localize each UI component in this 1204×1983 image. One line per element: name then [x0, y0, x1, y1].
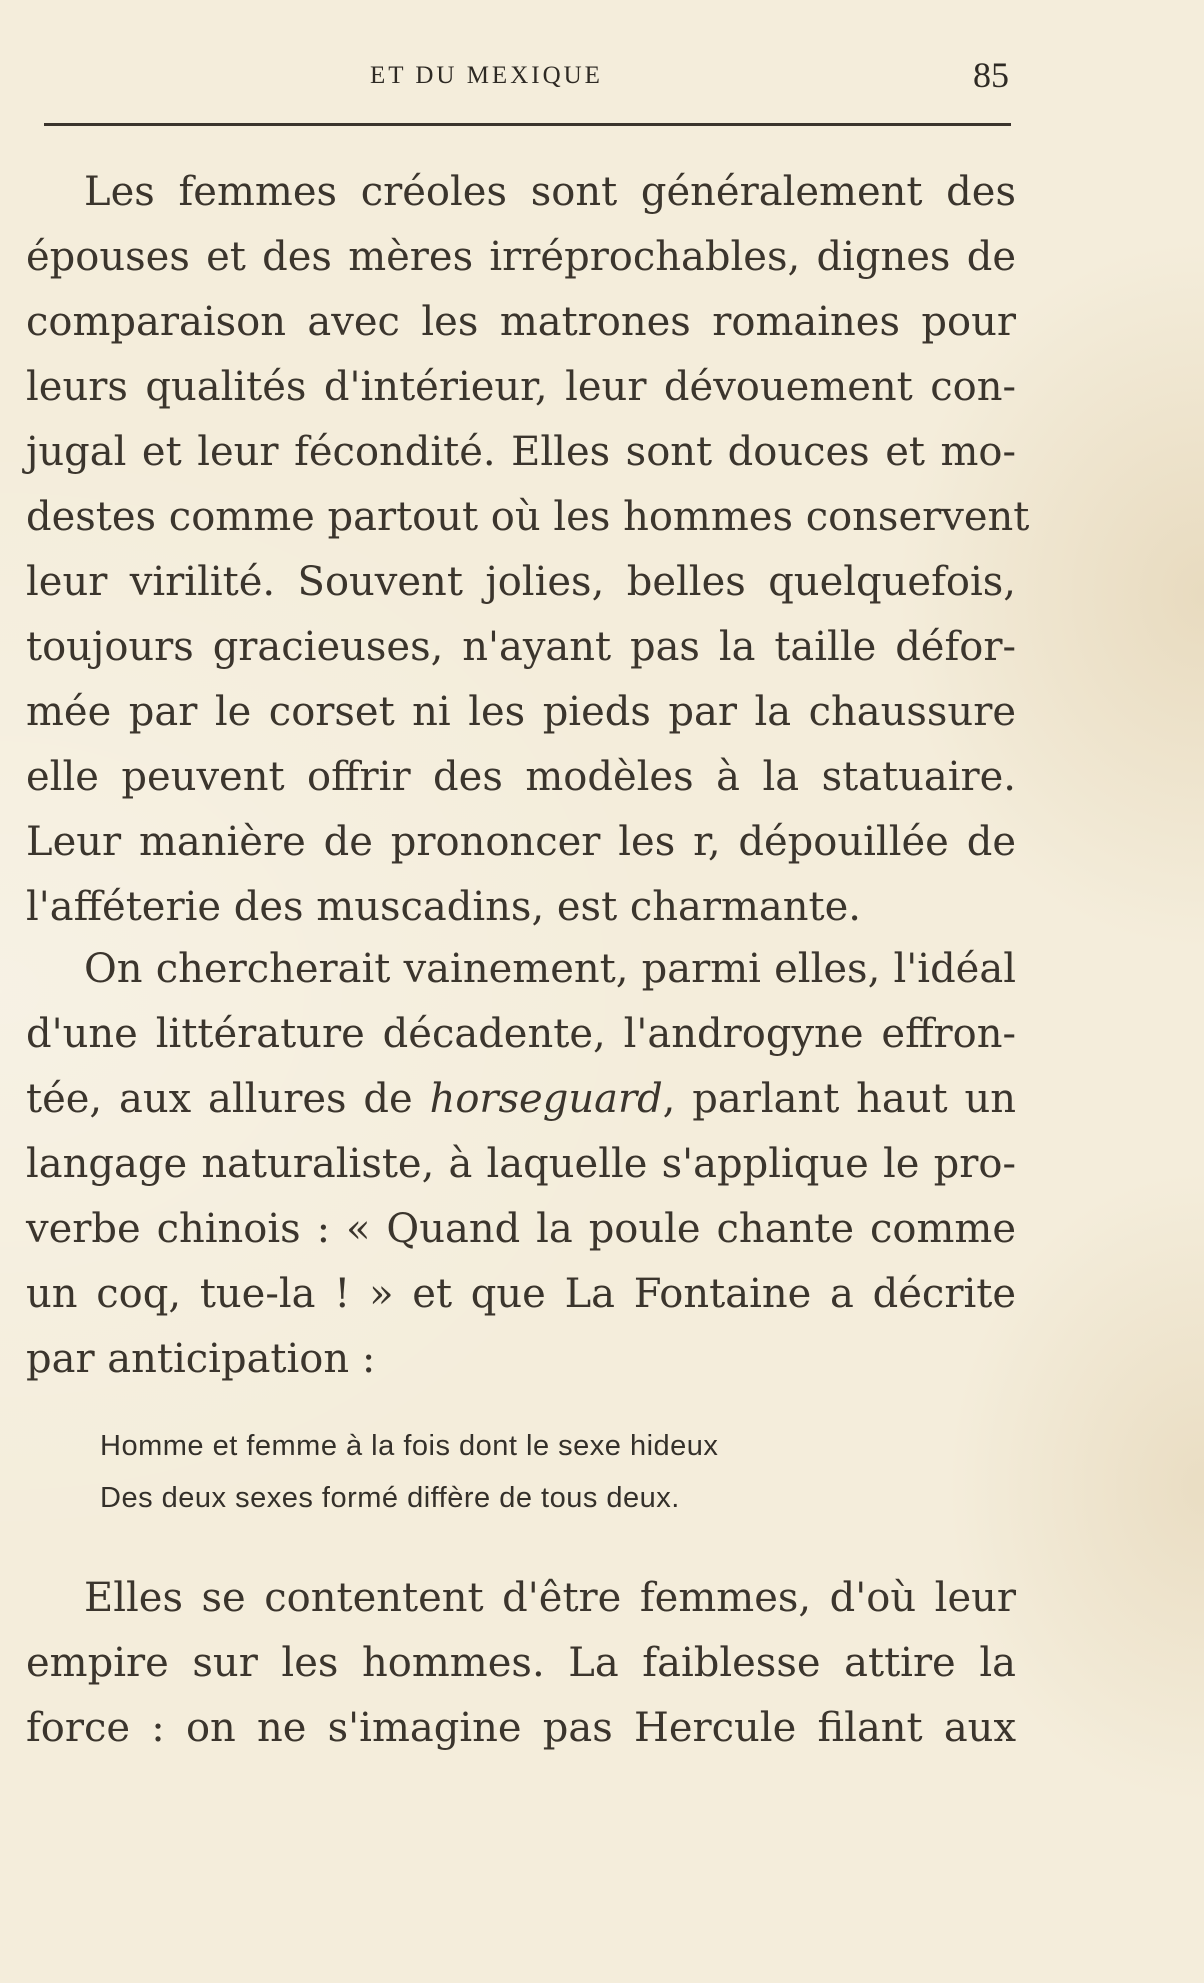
text-line: d'une littérature décadente, l'androgyne effron-: [26, 1011, 1016, 1057]
text-line: elle peuvent offrir des modèles à la statuaire.: [26, 754, 1016, 800]
text-line: mée par le corset ni les pieds par la chaussure: [26, 689, 1016, 735]
italic-term: horseguard: [429, 1076, 663, 1122]
text-line: leurs qualités d'intérieur, leur dévouement con-: [26, 364, 1016, 410]
text-line: destes comme partout où les hommes conservent: [26, 494, 1030, 540]
text-line: empire sur les hommes. La faiblesse attire la: [26, 1640, 1016, 1686]
text-line: Les femmes créoles sont généralement des: [84, 169, 1016, 215]
verse-line: Des deux sexes formé diffère de tous deux.: [100, 1482, 680, 1514]
text-line: verbe chinois : « Quand la poule chante comme: [26, 1206, 1016, 1252]
text-line: l'afféterie des muscadins, est charmante.: [26, 884, 861, 930]
text-line: [26, 1067, 1016, 1132]
paragraph-2: [26, 937, 1016, 1392]
text-line: force : on ne s'imagine pas Hercule filant aux: [26, 1705, 1016, 1751]
text-segment: tée, aux allures de: [26, 1076, 430, 1122]
text-line: toujours gracieuses, n'ayant pas la taille défor-: [26, 624, 1016, 670]
text-line: leur virilité. Souvent jolies, belles quelquefois,: [26, 559, 1016, 605]
text-line: Elles se contentent d'être femmes, d'où leur: [84, 1575, 1016, 1621]
text-line: langage naturaliste, à laquelle s'applique le pro-: [26, 1141, 1016, 1187]
text-line: Leur manière de prononcer les r, dépouillée de: [26, 819, 1016, 865]
header-rule: [44, 123, 1011, 126]
text-line: par anticipation :: [26, 1336, 376, 1382]
text-segment: , parlant haut un: [662, 1076, 1016, 1122]
text-line: épouses et des mères irréprochables, dignes de: [26, 234, 1016, 280]
paragraph-3: [26, 1566, 1016, 1761]
text-line: jugal et leur fécondité. Elles sont douces et mo-: [26, 429, 1016, 475]
text-line: comparaison avec les matrones romaines pour: [26, 299, 1016, 345]
page-number: 85: [973, 55, 1009, 95]
verse-line: Homme et femme à la fois dont le sexe hideux: [100, 1430, 719, 1462]
text-line: un coq, tue-la ! » et que La Fontaine a décrite: [26, 1271, 1016, 1317]
running-head: ET DU MEXIQUE: [370, 62, 603, 89]
paragraph-1: [26, 160, 1030, 940]
text-line: On chercherait vainement, parmi elles, l'idéal: [84, 946, 1016, 992]
verse-quote: [100, 1420, 718, 1524]
